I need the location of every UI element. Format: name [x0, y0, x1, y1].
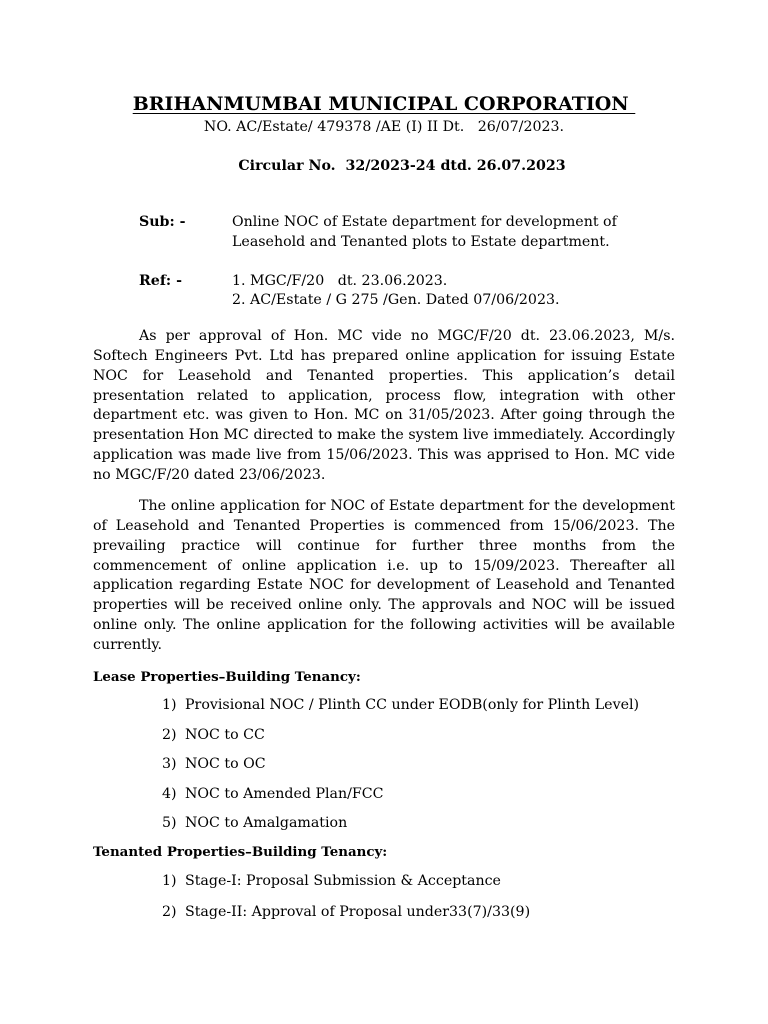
list-text: NOC to Amended Plan/FCC [185, 786, 384, 802]
list-number: 4) [162, 786, 177, 802]
subject-label: Sub: - [139, 214, 186, 230]
tenanted-list-item [162, 902, 530, 922]
list-text: Stage-I: Proposal Submission & Acceptance [185, 873, 501, 889]
list-text: Provisional NOC / Plinth CC under EODB(only for Plinth Level) [185, 697, 640, 713]
list-number: 2) [162, 727, 177, 743]
list-text: NOC to CC [185, 727, 265, 743]
body-paragraph: The online application for NOC of Estate department for the development of Leasehold and Tenanted Properties is commenced from 15/06/2023. The prevailing practice will continue for further three months from the commencement of online application i.e. up to 15/09/2023. Thereafter all application regarding Estate NOC for development of Leasehold and Tenanted properties will be received online only. The approvals and NOC will be issued online only. The online application for the following activities will be available currently. [93, 498, 675, 653]
lease-list-item [162, 725, 265, 745]
list-number: 5) [162, 815, 177, 831]
lease-list-item [162, 754, 266, 774]
tenanted-section-heading: Tenanted Properties–Building Tenancy: [93, 844, 388, 860]
lease-list-item [162, 784, 383, 804]
subject-line: Leasehold and Tenanted plots to Estate department. [232, 234, 610, 250]
reference-label: Ref: - [139, 273, 182, 289]
lease-list-item [162, 813, 347, 833]
organization-title-text: BRIHANMUMBAI MUNICIPAL CORPORATION [132, 93, 636, 115]
reference-item: 1. MGC/F/20 dt. 23.06.2023. [232, 273, 448, 289]
reference-number: NO. AC/Estate/ 479378 /AE (I) II Dt. 26/07/2023. [203, 119, 565, 135]
list-number: 1) [162, 697, 177, 713]
reference-item: 2. AC/Estate / G 275 /Gen. Dated 07/06/2023. [232, 292, 560, 308]
list-text: Stage-II: Approval of Proposal under33(7)/33(9) [185, 904, 531, 920]
organization-title [0, 92, 768, 116]
tenanted-list-item [162, 871, 501, 891]
lease-section-heading: Lease Properties–Building Tenancy: [93, 669, 361, 685]
lease-list-item [162, 695, 639, 715]
list-number: 2) [162, 904, 177, 920]
list-number: 1) [162, 873, 177, 889]
list-text: NOC to OC [185, 756, 266, 772]
body-paragraph: As per approval of Hon. MC vide no MGC/F/20 dt. 23.06.2023, M/s. Softech Engineers Pvt. Ltd has prepared online application for issuing Estate NOC for Leasehold and Tenanted properties. This application’s detail presentation related to application, process flow, integration with other department etc. was given to Hon. MC on 31/05/2023. After going through the presentation Hon MC directed to make the system live immediately. Accordingly application was made live from 15/06/2023. This was apprised to Hon. MC vide no MGC/F/20 dated 23/06/2023. [93, 328, 675, 483]
list-number: 3) [162, 756, 177, 772]
subject-line: Online NOC of Estate department for development of [232, 214, 617, 230]
circular-number: Circular No. 32/2023-24 dtd. 26.07.2023 [238, 158, 566, 174]
list-text: NOC to Amalgamation [185, 815, 348, 831]
